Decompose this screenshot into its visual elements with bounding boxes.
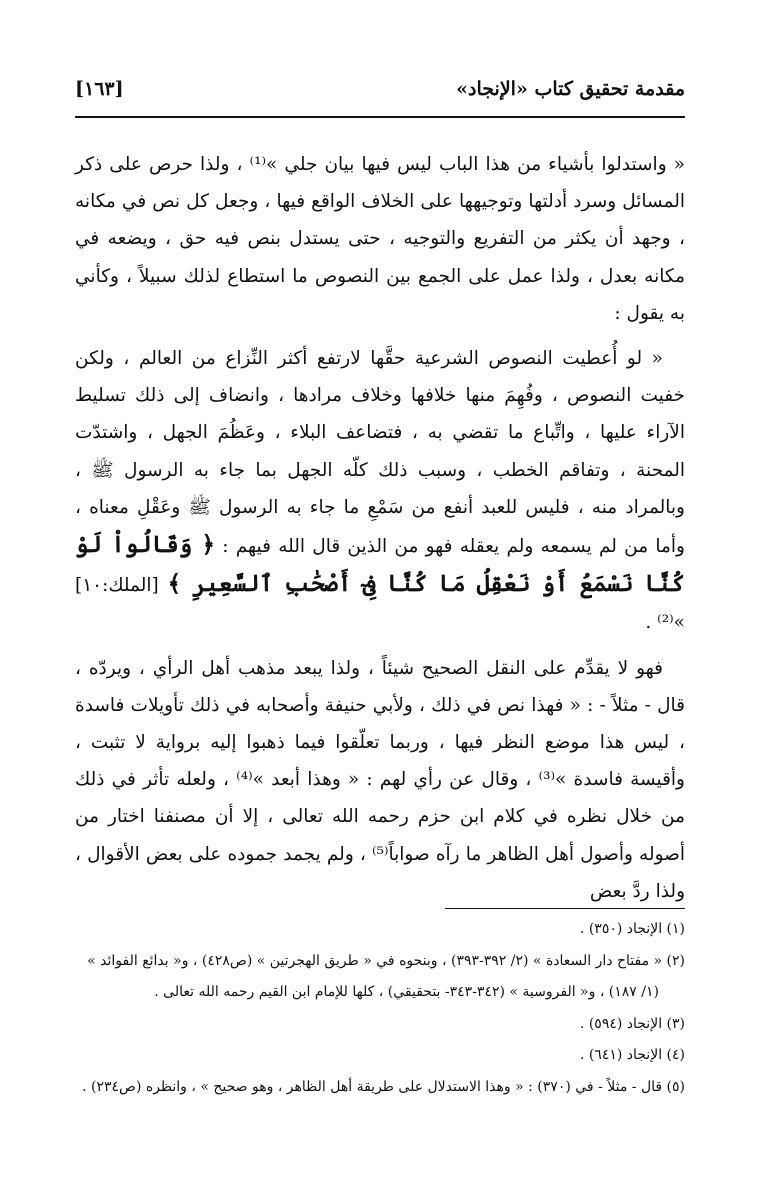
paragraph-3: فهو لا يقدِّم على النقل الصحيح شيئاً ، ولذا يبعد مذهب أهل الرأي ، ويردّه ، قال - مثلاً - : « فهذا نص في ذلك ، ولأبي حنيفة وأصحابه في ذلك تأويلات فاسدة ، ليس هذا موضع النظر فيها ، وربما تعلّقوا فيما ذهبوا إليه برواية لا تثبت ، وأقيسة فاسدة »⁽³⁾ ، وقال عن رأي لهم : « وهذا أبعد »⁽⁴⁾ ، ولعله تأثر في ذلك من خلال نظره في كلام ابن حزم رحمه الله تعالى ، إلا أن مصنفنا اختار من أصوله وأصول أهل الظاهر ما رآه صواباً⁽⁵⁾ ، ولم يجمد جموده على بعض الأقوال ، ولذا ردَّ بعض [75, 657, 685, 902]
footnote-4: (٤) الإنجاد (٦٤١) . [579, 1047, 685, 1063]
footnote-1: (١) الإنجاد (٣٥٠) . [579, 921, 685, 937]
footnote-2-continued: (١/ ١٨٧) ، و« الفروسية » (٣٤٢-٣٤٣- بتحقيقي) ، كلها للإمام ابن القيم رحمه الله تعالى . [154, 984, 659, 1000]
paragraph-2-text: « لو أُعطيت النصوص الشرعية حقَّها لارتفع أكثر النِّزاع من العالم ، ولكن خفيت النصوص ، وفُهِمَ منها خلافها وخلاف مرادها ، وانضاف إلى ذلك تسليط الآراء عليها ، واتِّباع ما تقضي به ، فتضاعف البلاء ، وعَظُمَ الجهل ، واشتدّت المحنة ، وتفاقم الخطب ، وسبب ذلك كلّه الجهل بما جاء به الرسول ﷺ ، وبالمراد منه ، فليس للعبد أنفع من سَمْعِ ما جاء به الرسول ﷺ وعَقْلِ معناه ، وأما من لم يسمعه ولم يعقله فهو من الذين قال الله فيهم : [75, 348, 685, 558]
paragraph-2 [75, 340, 685, 642]
footnote-3: (٣) الإنجاد (٥٩٤) . [579, 1015, 685, 1032]
main-text [75, 146, 685, 910]
page-number: [١٦٣] [75, 78, 124, 100]
running-title: مقدمة تحقيق كتاب «الإنجاد» [456, 78, 685, 100]
footnote-2: (٢) « مفتاح دار السعادة » (٢/ ٣٩٢-٣٩٣) ، وبنحوه في « طريق الهجرتين » (ص٤٢٨) ، و« بدائع الفوائد » [87, 952, 685, 969]
footnote-rule [445, 908, 685, 909]
paragraph-1: « واستدلوا بأشياء من هذا الباب ليس فيها بيان جلي »⁽¹⁾ ، ولذا حرص على ذكر المسائل وسرد أدلتها وتوجيهها على الخلاف الواقع فيها ، وجعل كل نص في مكانه ، وجهد أن يكثر من التفريع والتوجيه ، حتى يستدل بنص فيه حق ، ويضعه في مكانه بعدل ، ولذا عمل على الجمع بين النصوص ما استطاع لذلك سبيلاً ، وكأني به يقول : [75, 154, 686, 324]
header-rule [75, 116, 685, 118]
footnote-5: (٥) قال - مثلاً - في (٣٧٠) : « وهذا الاستدلال على طريقة أهل الظاهر ، وهو صحيح » ، وانظره (ص٢٣٤) . [82, 1078, 685, 1095]
quran-verse: ﴿ وَقَالُواْ لَوْ كُنَّا نَسْمَعُ أَوْ نَعْقِلُ مَا كُنَّا فِىٓ أَصْحَٰبِ ٱلسَّعِيرِ ﴾ [75, 531, 685, 598]
footnotes [75, 914, 685, 1103]
page-header [75, 72, 685, 106]
paragraph-2-end: [الملك:١٠] »⁽²⁾ . [75, 575, 685, 634]
